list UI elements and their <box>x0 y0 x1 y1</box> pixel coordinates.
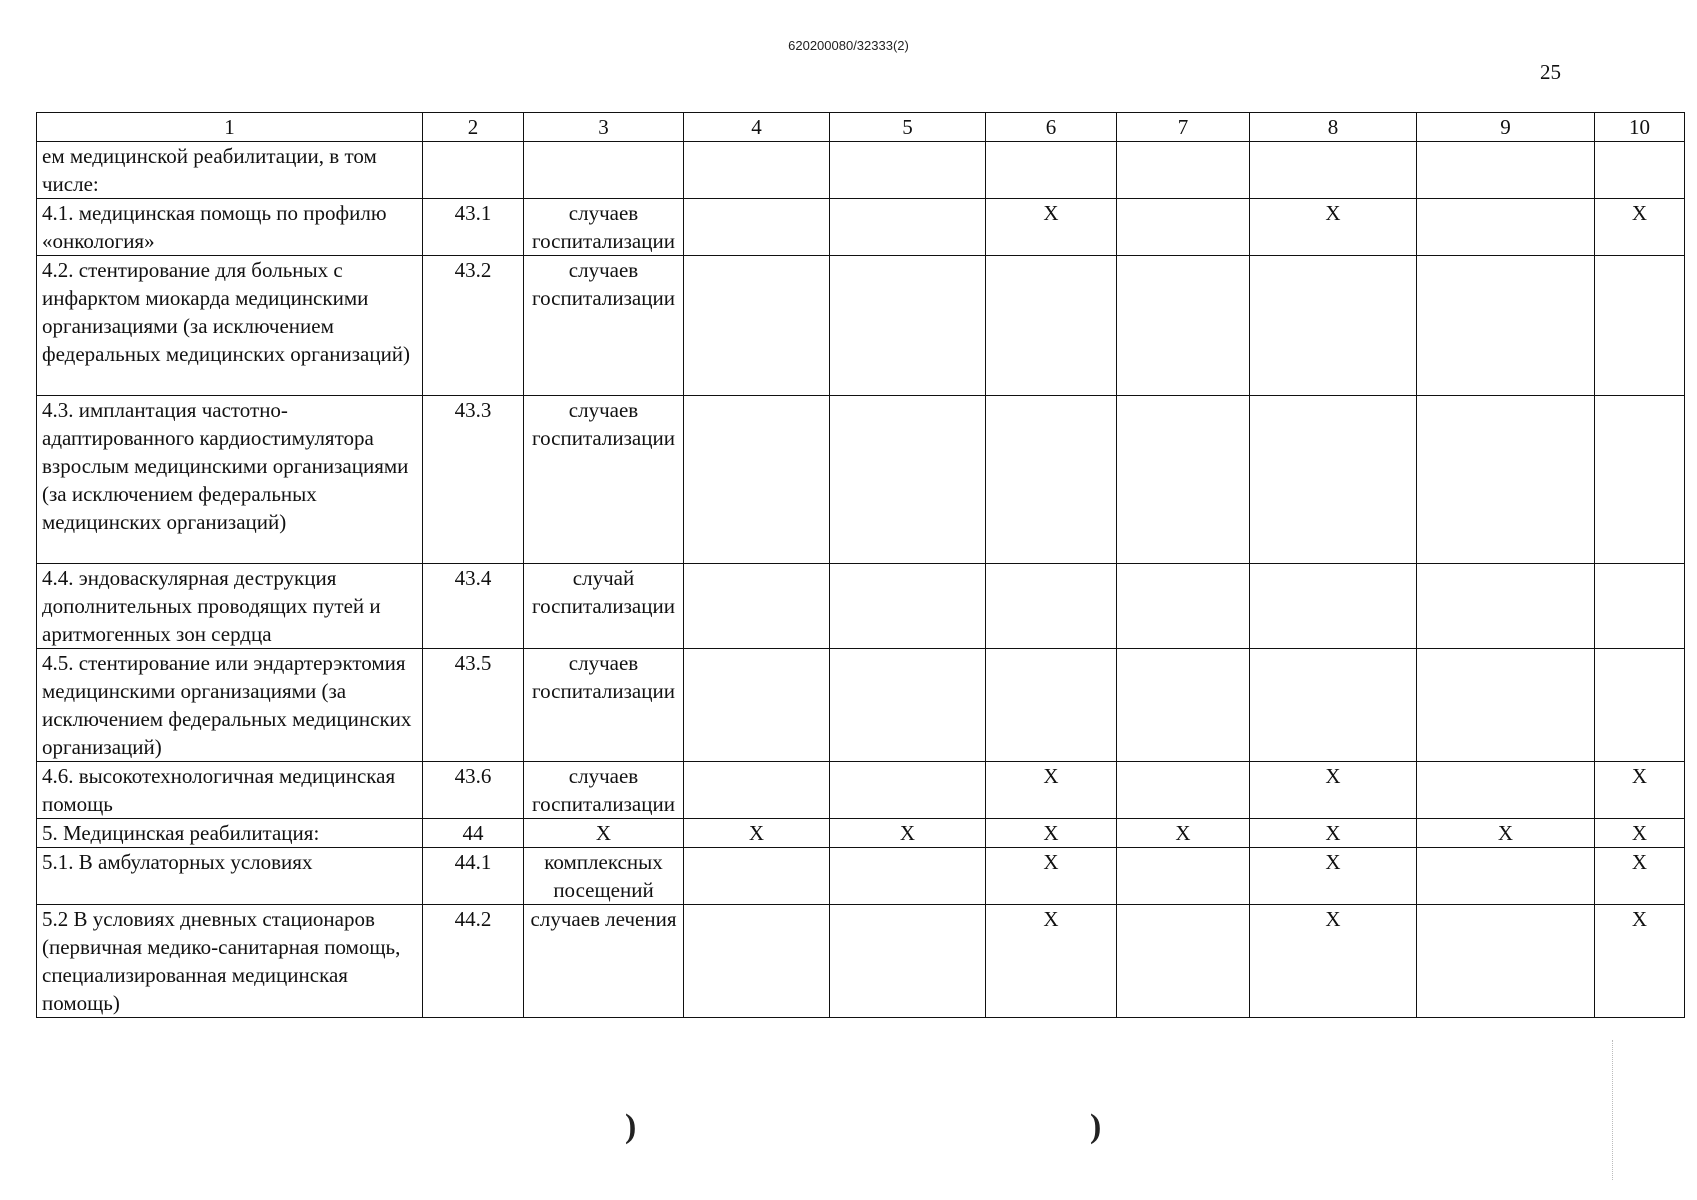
cell-col7 <box>1117 762 1250 819</box>
cell-col4 <box>684 564 830 649</box>
row-code <box>423 142 524 199</box>
row-name: 5. Медицинская реабилитация: <box>37 819 423 848</box>
cell-col8 <box>1250 564 1417 649</box>
cell-col7 <box>1117 199 1250 256</box>
cell-col7 <box>1117 396 1250 564</box>
cell-col9 <box>1417 649 1595 762</box>
column-header: 7 <box>1117 113 1250 142</box>
table-row <box>37 762 1685 819</box>
cell-col5 <box>830 256 986 396</box>
cell-col9 <box>1417 905 1595 1018</box>
cell-col9 <box>1417 396 1595 564</box>
row-unit: случай госпитализации <box>524 564 684 649</box>
row-name: 5.1. В амбулаторных условиях <box>37 848 423 905</box>
row-unit: комплексных посещений <box>524 848 684 905</box>
cell-col4 <box>684 142 830 199</box>
cell-col6: Х <box>986 199 1117 256</box>
row-name: 4.4. эндоваскулярная деструкция дополнительных проводящих путей и аритмогенных зон сердца <box>37 564 423 649</box>
cell-col4 <box>684 396 830 564</box>
table-row <box>37 396 1685 564</box>
cell-col10 <box>1595 256 1685 396</box>
cell-col10 <box>1595 142 1685 199</box>
cell-col5: Х <box>830 819 986 848</box>
row-code: 43.5 <box>423 649 524 762</box>
page-number: 25 <box>1540 60 1561 84</box>
cell-col7 <box>1117 848 1250 905</box>
column-header: 5 <box>830 113 986 142</box>
row-unit: случаев госпитализации <box>524 762 684 819</box>
cell-col4 <box>684 905 830 1018</box>
cell-col5 <box>830 199 986 256</box>
row-code: 43.3 <box>423 396 524 564</box>
data-table <box>36 112 1685 1018</box>
row-code: 43.2 <box>423 256 524 396</box>
cell-col8: Х <box>1250 848 1417 905</box>
cell-col9 <box>1417 199 1595 256</box>
column-header: 4 <box>684 113 830 142</box>
cell-col10: Х <box>1595 848 1685 905</box>
cell-col10: Х <box>1595 199 1685 256</box>
table-row <box>37 649 1685 762</box>
column-header: 2 <box>423 113 524 142</box>
row-code: 44 <box>423 819 524 848</box>
cell-col8 <box>1250 256 1417 396</box>
row-name: 4.3. имплантация частотно-адаптированного кардиостимулятора взрослым медицинскими организациями (за исключением федеральных медицинских организаций) <box>37 396 423 564</box>
row-name: 5.2 В условиях дневных стационаров (первичная медико-санитарная помощь, специализированная медицинская помощь) <box>37 905 423 1018</box>
cell-col4 <box>684 649 830 762</box>
row-code: 43.6 <box>423 762 524 819</box>
row-code: 44.1 <box>423 848 524 905</box>
cell-col5 <box>830 142 986 199</box>
table-row <box>37 564 1685 649</box>
cell-col5 <box>830 762 986 819</box>
cell-col9: Х <box>1417 819 1595 848</box>
column-header: 9 <box>1417 113 1595 142</box>
table-row <box>37 848 1685 905</box>
row-unit: случаев лечения <box>524 905 684 1018</box>
cell-col5 <box>830 396 986 564</box>
scan-edge-noise <box>1612 1040 1615 1180</box>
cell-col6 <box>986 142 1117 199</box>
cell-col7 <box>1117 142 1250 199</box>
scan-mark: ) <box>1090 1108 1102 1145</box>
column-header: 6 <box>986 113 1117 142</box>
cell-col4 <box>684 199 830 256</box>
cell-col9 <box>1417 762 1595 819</box>
cell-col10 <box>1595 396 1685 564</box>
row-code: 44.2 <box>423 905 524 1018</box>
row-unit: случаев госпитализации <box>524 396 684 564</box>
cell-col6: Х <box>986 905 1117 1018</box>
cell-col6 <box>986 564 1117 649</box>
row-unit: случаев госпитализации <box>524 256 684 396</box>
row-unit: случаев госпитализации <box>524 649 684 762</box>
column-header: 8 <box>1250 113 1417 142</box>
table-row <box>37 819 1685 848</box>
table-row <box>37 256 1685 396</box>
column-header-row <box>37 113 1685 142</box>
cell-col6: Х <box>986 762 1117 819</box>
cell-col5 <box>830 564 986 649</box>
column-header: 10 <box>1595 113 1685 142</box>
cell-col10 <box>1595 649 1685 762</box>
row-name: 4.6. высокотехнологичная медицинская помощь <box>37 762 423 819</box>
scan-mark: ) <box>625 1108 637 1145</box>
column-header: 3 <box>524 113 684 142</box>
cell-col7 <box>1117 256 1250 396</box>
row-name: 4.5. стентирование или эндартерэктомия медицинскими организациями (за исключением федеральных медицинских организаций) <box>37 649 423 762</box>
row-unit <box>524 142 684 199</box>
row-unit: случаев госпитализации <box>524 199 684 256</box>
cell-col4 <box>684 256 830 396</box>
cell-col8: Х <box>1250 819 1417 848</box>
table-row <box>37 905 1685 1018</box>
cell-col5 <box>830 848 986 905</box>
cell-col7 <box>1117 649 1250 762</box>
row-code: 43.1 <box>423 199 524 256</box>
cell-col10: Х <box>1595 762 1685 819</box>
table-row <box>37 142 1685 199</box>
row-unit: Х <box>524 819 684 848</box>
cell-col4 <box>684 762 830 819</box>
row-code: 43.4 <box>423 564 524 649</box>
cell-col7: Х <box>1117 819 1250 848</box>
cell-col9 <box>1417 564 1595 649</box>
cell-col8 <box>1250 396 1417 564</box>
row-name: 4.1. медицинская помощь по профилю «онкология» <box>37 199 423 256</box>
cell-col6 <box>986 256 1117 396</box>
row-name: ем медицинской реабилитации, в том числе: <box>37 142 423 199</box>
cell-col9 <box>1417 142 1595 199</box>
cell-col5 <box>830 649 986 762</box>
cell-col10: Х <box>1595 819 1685 848</box>
cell-col6 <box>986 396 1117 564</box>
cell-col7 <box>1117 564 1250 649</box>
cell-col10: Х <box>1595 905 1685 1018</box>
row-name: 4.2. стентирование для больных с инфарктом миокарда медицинскими организациями (за исключением федеральных медицинских организаций) <box>37 256 423 396</box>
cell-col8 <box>1250 142 1417 199</box>
cell-col6 <box>986 649 1117 762</box>
cell-col8: Х <box>1250 762 1417 819</box>
cell-col10 <box>1595 564 1685 649</box>
document-id: 620200080/32333(2) <box>788 38 909 53</box>
cell-col4 <box>684 848 830 905</box>
cell-col8: Х <box>1250 905 1417 1018</box>
table-row <box>37 199 1685 256</box>
cell-col9 <box>1417 256 1595 396</box>
cell-col9 <box>1417 848 1595 905</box>
cell-col6: Х <box>986 848 1117 905</box>
cell-col5 <box>830 905 986 1018</box>
cell-col4: Х <box>684 819 830 848</box>
cell-col8 <box>1250 649 1417 762</box>
column-header: 1 <box>37 113 423 142</box>
cell-col6: Х <box>986 819 1117 848</box>
cell-col8: Х <box>1250 199 1417 256</box>
cell-col7 <box>1117 905 1250 1018</box>
